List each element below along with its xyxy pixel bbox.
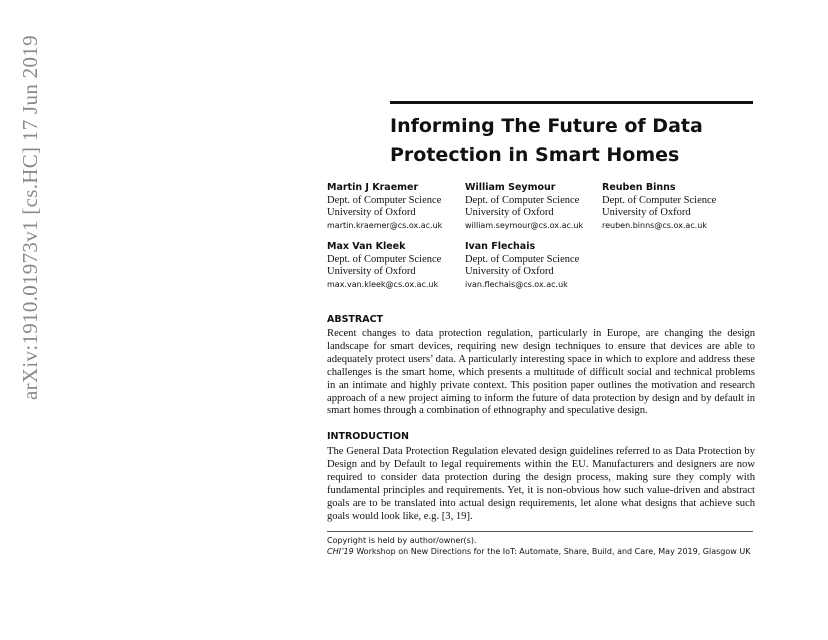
author-dept: Dept. of Computer Science [602,194,717,206]
author-university: University of Oxford [327,207,416,219]
author-email: reuben.binns@cs.ox.ac.uk [602,220,707,230]
introduction-heading: INTRODUCTION [327,431,409,442]
author-email: ivan.flechais@cs.ox.ac.uk [465,279,568,289]
venue-details: Workshop on New Directions for the IoT: Automate, Share, Build, and Care, May 2019, Glasgow UK [353,547,751,556]
arxiv-identifier: arXiv:1910.01973v1 [cs.HC] 17 Jun 2019 [18,35,42,400]
author-block [327,182,442,232]
introduction-text: The General Data Protection Regulation elevated design guidelines referred to as Data Protection by Design and by Default to legal requirements within the EU. Manufacturers and designers are now required to consider data protection during the design process, making sure they comply with fundamental principles and requirements. Yet, it is non-obvious how such value-driven and abstract goals are to be translated into actual design requirements, let alone what designs that achieve such goals would look like, e.g. [3, 19]. [327,446,755,522]
copyright-note: Copyright is held by author/owner(s). [327,536,477,545]
author-university: University of Oxford [327,266,416,278]
author-name: Reuben Binns [602,182,676,193]
author-block [602,182,716,232]
author-block [465,182,583,232]
footnote-rule [327,531,753,532]
author-block [465,241,579,291]
venue-note [327,546,750,557]
author-email: william.seymour@cs.ox.ac.uk [465,220,584,230]
author-dept: Dept. of Computer Science [465,253,580,265]
author-email: martin.kraemer@cs.ox.ac.uk [327,220,443,230]
author-block [327,241,441,291]
author-dept: Dept. of Computer Science [327,194,442,206]
author-university: University of Oxford [602,207,691,219]
author-university: University of Oxford [465,266,554,278]
author-university: University of Oxford [465,207,554,219]
author-name: William Seymour [465,182,556,193]
author-dept: Dept. of Computer Science [465,194,580,206]
abstract-text: Recent changes to data protection regulation, particularly in Europe, are changing the design landscape for smart devices, requiring new design techniques to ensure that devices are able to adequately protect users’ data. A particularly interesting space in which to explore and address these challenges is the smart home, which presents a multitude of difficult social and technical problems in an intimate and highly private context. This position paper outlines the motivation and research approach of a new project aiming to inform the future of data protection by design and by default in smart homes through a combination of ethnography and speculative design. [327,328,755,417]
paper-title: Informing The Future of Data Protection in Smart Homes [390,115,703,166]
author-name: Max Van Kleek [327,241,406,252]
title-rule [390,101,753,104]
author-dept: Dept. of Computer Science [327,253,442,265]
abstract-heading: ABSTRACT [327,314,384,325]
author-name: Ivan Flechais [465,241,536,252]
venue-conference: CHI’19 [327,547,354,556]
author-name: Martin J Kraemer [327,182,419,193]
author-email: max.van.kleek@cs.ox.ac.uk [327,279,439,289]
